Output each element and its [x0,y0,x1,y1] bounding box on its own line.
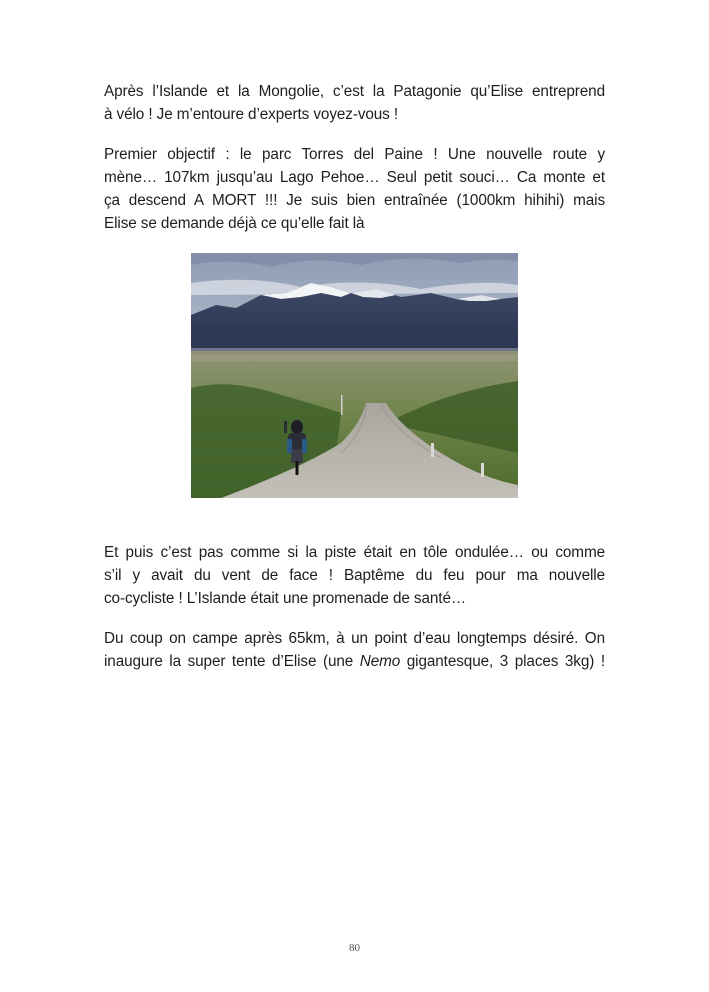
text-segment: gigantesque, 3 places 3kg) ! [400,653,605,670]
photo-cyclist-on-gravel-road [191,253,518,498]
text-segment: inaugure la super tente d’Elise (une [104,653,360,670]
text-line [104,650,605,673]
text-line: Elise se demande déjà ce qu’elle fait là [104,215,365,232]
page-number: 80 [349,942,360,954]
text-line: Premier objectif : le parc Torres del Paine ! Une nouvelle route y [104,146,605,163]
text-line: s’il y avait du vent de face ! Baptême du feu pour ma nouvelle [104,567,605,584]
text-line: ça descend A MORT !!! Je suis bien entraînée (1000km hihihi) mais [104,192,605,209]
paragraph-camping [104,627,605,673]
paragraph-road-conditions [104,541,605,610]
text-line: mène… 107km jusqu’au Lago Pehoe… Seul petit souci… Ca monte et [104,169,605,186]
text-line: à vélo ! Je m’entoure d’experts voyez-vous ! [104,106,399,123]
text-line: Du coup on campe après 65km, à un point d’eau longtemps désiré. On [104,630,605,647]
paragraph-intro [104,80,605,126]
text-line: Après l’Islande et la Mongolie, c’est la Patagonie qu’Elise entreprend [104,83,605,100]
text-line: co-cycliste ! L’Islande était une promenade de santé… [104,590,467,607]
italic-tent-brand: Nemo [359,653,401,670]
text-line: Et puis c’est pas comme si la piste était en tôle ondulée… ou comme [104,544,605,561]
paragraph-first-objective [104,143,605,235]
